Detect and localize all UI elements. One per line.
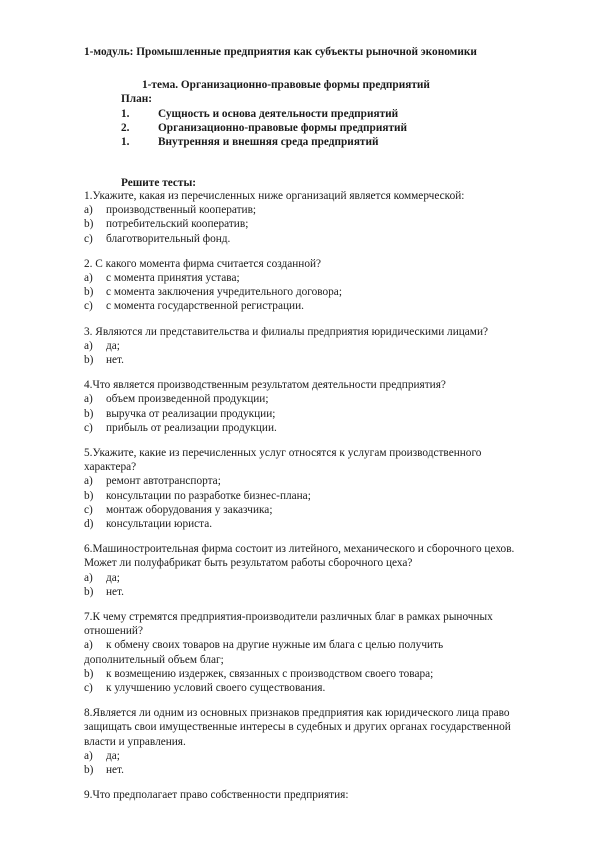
module-title: 1-модуль: Промышленные предприятия как субъекты рыночной экономики — [84, 46, 477, 58]
option-letter: b) — [84, 764, 94, 776]
option-text: потребительский кооператив; — [106, 218, 249, 231]
option-text: да; — [106, 571, 120, 584]
option-text: ремонт автотранспорта; — [106, 475, 221, 488]
option-text: с момента государственной регистрации. — [106, 300, 304, 313]
option-text: консультации юриста. — [106, 518, 213, 530]
plan-item-text: Сущность и основа деятельности предприятий — [158, 108, 399, 120]
plan-label: План: — [121, 93, 153, 105]
question-text: 9.Что предполагает право собственности предприятия: — [84, 789, 349, 802]
option-text: консультации по разработке бизнес-плана; — [106, 489, 311, 502]
option-text: нет. — [106, 354, 124, 366]
question-text: характера? — [84, 461, 137, 474]
question-text: 4.Что является производственным результатом деятельности предприятия? — [84, 379, 446, 392]
question-text: 8.Является ли одним из основных признаков предприятия как юридического лица право — [84, 707, 510, 720]
option-letter: c) — [84, 503, 93, 516]
option-text: да; — [106, 749, 120, 762]
option-letter: а) — [84, 204, 93, 217]
option-letter: a) — [84, 393, 93, 406]
question-text: 6.Машиностроительная фирма состоит из литейного, механического и сборочного цехов. — [84, 543, 515, 556]
option-text: объем произведенной продукции; — [106, 393, 269, 406]
option-letter: a) — [84, 749, 93, 762]
option-letter: b) — [84, 407, 94, 420]
question-text: защищать свои имущественные интересы в судебных и других органах государственной — [84, 721, 511, 734]
topic-title: 1-тема. Организационно-правовые формы предприятий — [142, 79, 430, 91]
option-letter: b) — [84, 286, 94, 299]
option-text: прибыль от реализации продукции. — [106, 421, 277, 434]
option-text: к улучшению условий своего существования. — [106, 682, 326, 694]
option-letter: b) — [84, 489, 94, 502]
question-text: 5.Укажите, какие из перечисленных услуг относятся к услугам производственного — [84, 447, 482, 459]
option-text: к возмещению издержек, связанных с производством своего товара; — [106, 667, 434, 680]
question-text: 2. С какого момента фирма считается созданной? — [84, 257, 322, 270]
question-text: 3. Являются ли представительства и филиалы предприятия юридическими лицами? — [84, 325, 489, 338]
question-text: власти и управления. — [84, 735, 186, 748]
option-letter: d) — [84, 518, 94, 530]
option-letter: b) — [84, 585, 94, 598]
option-text: выручка от реализации продукции; — [106, 407, 276, 420]
plan-item-number: 1. — [121, 108, 130, 120]
plan-item-number: 1. — [121, 136, 130, 148]
option-letter: c) — [84, 421, 93, 434]
tests-heading: Решите тесты: — [121, 177, 197, 189]
option-text: благотворительный фонд. — [106, 232, 231, 245]
option-text: нет. — [106, 764, 124, 776]
option-text: монтаж оборудования у заказчика; — [106, 503, 273, 516]
option-text: дополнительный объем благ; — [84, 653, 224, 666]
option-text: нет. — [106, 585, 124, 598]
option-letter: b) — [84, 667, 94, 680]
question-text: Может ли полуфабрикат быть результатом работы сборочного цеха? — [84, 557, 413, 570]
option-letter: a) — [84, 475, 93, 488]
option-text: производственный кооператив; — [106, 204, 257, 217]
question-text: 1.Укажите, какая из перечисленных ниже организаций является коммерческой: — [84, 190, 465, 202]
option-letter: a) — [84, 339, 93, 352]
option-letter: a) — [84, 571, 93, 584]
option-letter: a) — [84, 639, 93, 652]
option-text: с момента заключения учредительного договора; — [106, 286, 342, 299]
option-letter: c) — [84, 232, 93, 245]
option-letter: c) — [84, 300, 93, 313]
option-letter: b) — [84, 218, 94, 231]
plan-item-text: Внутренняя и внешняя среда предприятий — [158, 136, 379, 148]
question-text: отношений? — [84, 625, 143, 638]
plan-item-text: Организационно-правовые формы предприятий — [158, 122, 408, 134]
option-text: да; — [106, 339, 120, 352]
question-text: 7.К чему стремятся предприятия-производители различных благ в рамках рыночных — [84, 611, 493, 623]
option-letter: b) — [84, 354, 94, 366]
option-letter: c) — [84, 682, 93, 694]
option-text: к обмену своих товаров на другие нужные им блага с целью получить — [106, 639, 444, 652]
plan-item-number: 2. — [121, 122, 130, 134]
option-letter: a) — [84, 272, 93, 284]
option-text: с момента принятия устава; — [106, 272, 240, 284]
